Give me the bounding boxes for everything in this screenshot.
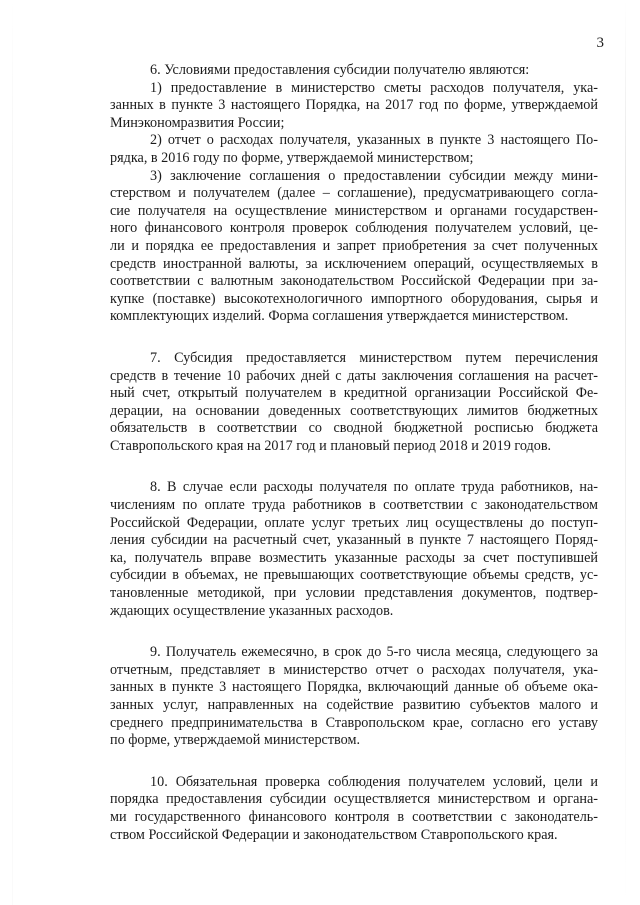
text-line: Минэкономразвития России;	[110, 114, 285, 131]
text-line: дерации, на основании доведенных соответствующих лимитов бюджетных	[110, 402, 598, 419]
text-line: ждающих осуществление указанных расходов.	[110, 602, 394, 619]
text-line: 1) предоставление в министерство сметы расходов получателя, ука-	[150, 79, 598, 96]
text-line: 10. Обязательная проверка соблюдения получателем условий, цели и	[150, 773, 598, 790]
text-line: ного финансового контроля проверок соблюдения получателем условий, це-	[110, 220, 598, 237]
text-line: средств в течение 10 рабочих дней с даты заключения соглашения на расчет-	[110, 367, 598, 384]
text-line: ли и порядка ее предоставления и запрет приобретения за счет полученных	[110, 237, 598, 254]
text-line: рядка, в 2016 году по форме, утверждаемой министерством;	[110, 149, 474, 166]
text-line: ми государственного финансового контроля в соответствии с законодатель-	[110, 808, 598, 825]
text-line: сие получателя на осуществление министерством и органами государствен-	[110, 202, 598, 219]
text-line: субсидии в объемах, не превышающих соответствующие объемы средств, ус-	[110, 567, 598, 584]
text-line: 9. Получатель ежемесячно, в срок до 5-го числа месяца, следующего за	[150, 644, 598, 661]
text-line: Ставропольского края на 2017 год и плановый период 2018 и 2019 годов.	[110, 437, 552, 454]
paragraph-10	[110, 774, 598, 844]
text-line: ный счет, открытый получателем в кредитной организации Российской Фе-	[110, 385, 598, 402]
text-line: обязательств в соответствии со сводной бюджетной росписью бюджета	[110, 420, 598, 437]
text-line: Российской Федерации, оплате услуг третьих лиц осуществлены до поступ-	[110, 514, 598, 531]
paragraph-8	[110, 479, 598, 620]
text-line: тановленные методикой, при условии представления документов, подтвер-	[110, 585, 598, 602]
text-line: 6. Условиями предоставления субсидии получателю являются:	[150, 62, 530, 78]
text-line: 7. Субсидия предоставляется министерством путем перечисления	[150, 349, 598, 366]
scan-left-edge	[12, 0, 13, 905]
text-line: 3) заключение соглашения о предоставлении субсидии между мини-	[150, 167, 598, 184]
text-line: занных услуг, направленных на содействие развитию субъектов малого и	[110, 697, 598, 713]
text-line: ления субсидии на расчетный счет, указанный в пункте 7 настоящего Поряд-	[110, 532, 598, 549]
text-line: ка, получатель вправе возместить указанные расходы за счет поступившей	[110, 549, 598, 566]
text-line: занных в пункте 3 настоящего Порядка, на 2017 год по форме, утверждаемой	[110, 97, 598, 114]
paragraph-6-item-2	[110, 132, 598, 167]
text-line: числениям по оплате труда работников в соответствии с законодательством	[110, 497, 598, 514]
scan-right-edge	[625, 0, 626, 905]
text-line: соответствии с валютным законодательством Российской Федерации при за-	[110, 273, 598, 290]
paragraph-6	[110, 62, 598, 80]
text-line: занных в пункте 3 настоящего Порядка, включающий данные об объеме ока-	[110, 679, 598, 696]
text-line: ством Российской Федерации и законодательством Ставропольского края.	[110, 826, 558, 843]
text-line: средств иностранной валюты, за исключением операций, осуществляемых в	[110, 255, 598, 272]
paragraph-7	[110, 350, 598, 456]
document-body	[110, 62, 598, 844]
paragraph-9	[110, 644, 598, 750]
paragraph-6-item-1	[110, 80, 598, 133]
paragraph-6-item-3	[110, 168, 598, 326]
text-line: 8. В случае если расходы получателя по оплате труда работников, на-	[150, 479, 598, 496]
page-number: 3	[596, 35, 604, 51]
text-line: купке (поставке) высокотехнологичного импортного оборудования, сырья и	[110, 290, 598, 307]
text-line: комплектующих изделий. Форма соглашения утверждается министерством.	[110, 308, 569, 325]
text-line: стерством и получателем (далее – соглашение), предусматривающего согла-	[110, 185, 598, 202]
text-line: по форме, утверждаемой министерством.	[110, 732, 360, 749]
text-line: отчетным, представляет в министерство отчет о расходах получателя, ука-	[110, 661, 598, 678]
text-line: среднего предпринимательства в Ставропольском крае, согласно его уставу	[110, 714, 598, 731]
text-line: 2) отчет о расходах получателя, указанных в пункте 3 настоящего По-	[150, 132, 598, 149]
text-line: порядка предоставления субсидии осуществляется министерством и органа-	[110, 791, 598, 808]
